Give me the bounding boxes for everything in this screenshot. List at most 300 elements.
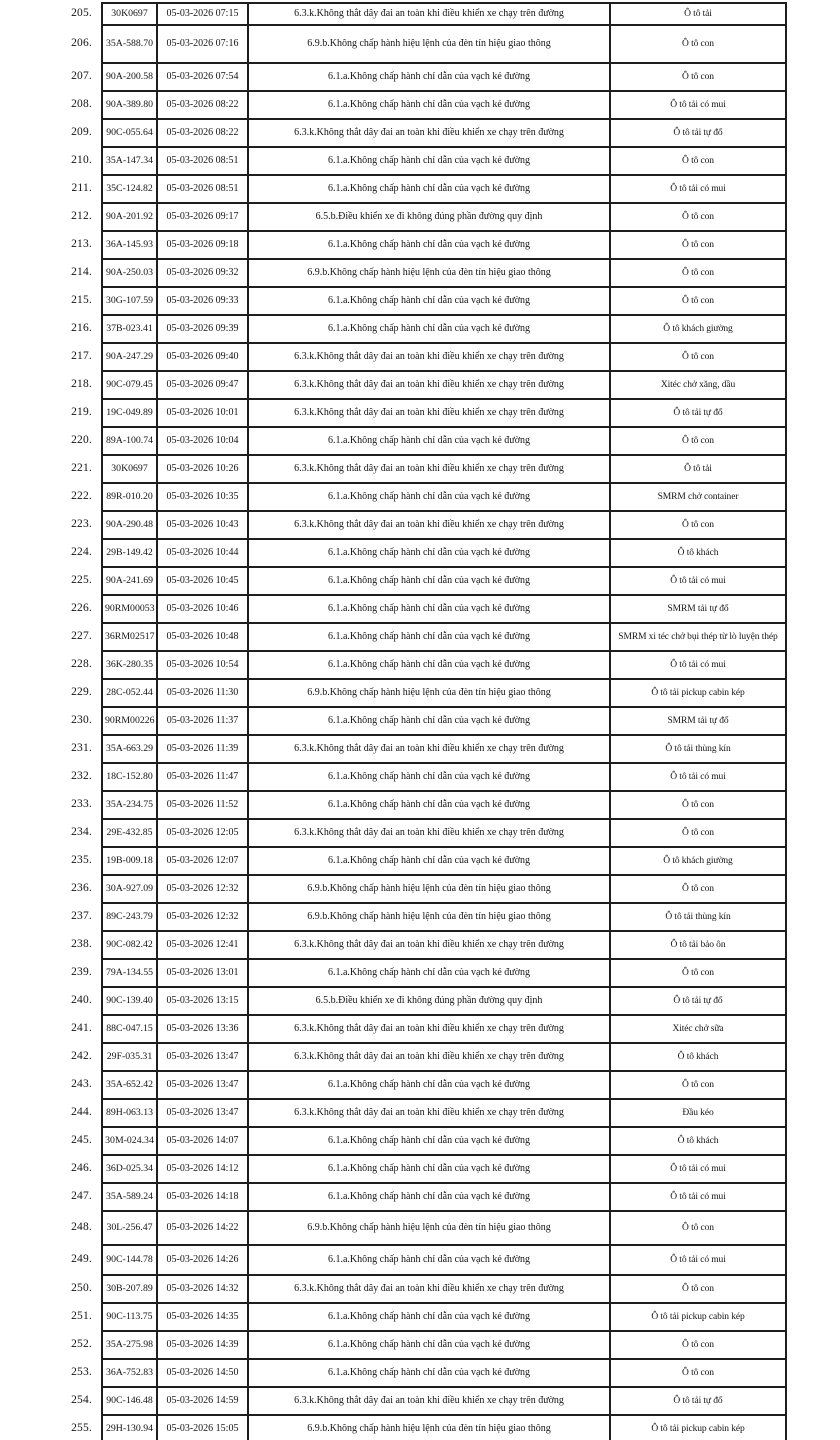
violations-table xyxy=(0,2,787,1440)
license-plate: 90RM00053 xyxy=(102,595,157,623)
license-plate: 90A-290.48 xyxy=(102,511,157,539)
table-row xyxy=(0,399,786,427)
violation-datetime: 05-03-2026 12:41 xyxy=(157,931,248,959)
row-number: 241. xyxy=(71,1022,92,1035)
table-row xyxy=(0,623,786,651)
license-plate: 89C-243.79 xyxy=(102,903,157,931)
row-number: 215. xyxy=(71,294,92,307)
violation-datetime: 05-03-2026 09:39 xyxy=(157,315,248,343)
license-plate: 90C-055.64 xyxy=(102,119,157,147)
row-number: 210. xyxy=(71,154,92,167)
row-number: 211. xyxy=(71,182,92,195)
violation-description: 6.1.a.Không chấp hành chỉ dẫn của vạch kẻ đường xyxy=(248,63,610,91)
table-row xyxy=(0,1303,786,1331)
license-plate: 30G-107.59 xyxy=(102,287,157,315)
violation-datetime: 05-03-2026 09:33 xyxy=(157,287,248,315)
vehicle-type: Ô tô tải có mui xyxy=(610,1245,786,1275)
table-row xyxy=(0,147,786,175)
table-row xyxy=(0,1015,786,1043)
violation-datetime: 05-03-2026 15:05 xyxy=(157,1415,248,1440)
table-row xyxy=(0,25,786,63)
violation-description: 6.1.a.Không chấp hành chỉ dẫn của vạch kẻ đường xyxy=(248,1303,610,1331)
row-number: 244. xyxy=(71,1106,92,1119)
table-row xyxy=(0,483,786,511)
row-number: 223. xyxy=(71,518,92,531)
license-plate: 35C-124.82 xyxy=(102,175,157,203)
vehicle-type: Ô tô con xyxy=(610,231,786,259)
violation-description: 6.1.a.Không chấp hành chỉ dẫn của vạch kẻ đường xyxy=(248,175,610,203)
vehicle-type: Ô tô con xyxy=(610,1211,786,1245)
violation-datetime: 05-03-2026 08:22 xyxy=(157,119,248,147)
row-number: 248. xyxy=(71,1221,92,1234)
violation-description: 6.1.a.Không chấp hành chỉ dẫn của vạch kẻ đường xyxy=(248,623,610,651)
vehicle-type: Ô tô con xyxy=(610,287,786,315)
license-plate: 90A-241.69 xyxy=(102,567,157,595)
vehicle-type: Ô tô tải có mui xyxy=(610,91,786,119)
row-number: 216. xyxy=(71,322,92,335)
table-row xyxy=(0,63,786,91)
table-row xyxy=(0,1099,786,1127)
row-number: 233. xyxy=(71,798,92,811)
violation-description: 6.1.a.Không chấp hành chỉ dẫn của vạch kẻ đường xyxy=(248,707,610,735)
violation-datetime: 05-03-2026 10:43 xyxy=(157,511,248,539)
row-number: 240. xyxy=(71,994,92,1007)
violation-datetime: 05-03-2026 13:47 xyxy=(157,1099,248,1127)
violation-datetime: 05-03-2026 14:35 xyxy=(157,1303,248,1331)
table-row xyxy=(0,595,786,623)
license-plate: 35A-652.42 xyxy=(102,1071,157,1099)
row-number: 250. xyxy=(71,1282,92,1295)
violation-description: 6.9.b.Không chấp hành hiệu lệnh của đèn tín hiệu giao thông xyxy=(248,259,610,287)
violation-datetime: 05-03-2026 12:05 xyxy=(157,819,248,847)
violation-description: 6.3.k.Không thắt dây đai an toàn khi điều khiển xe chạy trên đường xyxy=(248,119,610,147)
violation-datetime: 05-03-2026 10:26 xyxy=(157,455,248,483)
row-number: 237. xyxy=(71,910,92,923)
violation-description: 6.1.a.Không chấp hành chỉ dẫn của vạch kẻ đường xyxy=(248,763,610,791)
vehicle-type: SMRM tải tự đổ xyxy=(610,707,786,735)
vehicle-type: Ô tô tải thùng kín xyxy=(610,735,786,763)
violation-datetime: 05-03-2026 14:12 xyxy=(157,1155,248,1183)
row-number: 217. xyxy=(71,350,92,363)
license-plate: 90A-201.92 xyxy=(102,203,157,231)
violation-description: 6.1.a.Không chấp hành chỉ dẫn của vạch kẻ đường xyxy=(248,147,610,175)
table-row xyxy=(0,1245,786,1275)
vehicle-type: Ô tô tải tự đổ xyxy=(610,399,786,427)
row-number: 242. xyxy=(71,1050,92,1063)
vehicle-type: Ô tô khách giường xyxy=(610,847,786,875)
vehicle-type: Ô tô con xyxy=(610,203,786,231)
violation-description: 6.1.a.Không chấp hành chỉ dẫn của vạch kẻ đường xyxy=(248,1245,610,1275)
table-row xyxy=(0,651,786,679)
violation-datetime: 05-03-2026 07:16 xyxy=(157,25,248,63)
violation-description: 6.3.k.Không thắt dây đai an toàn khi điều khiển xe chạy trên đường xyxy=(248,343,610,371)
violation-datetime: 05-03-2026 08:51 xyxy=(157,147,248,175)
table-row xyxy=(0,1127,786,1155)
violation-description: 6.3.k.Không thắt dây đai an toàn khi điều khiển xe chạy trên đường xyxy=(248,1387,610,1415)
vehicle-type: Ô tô khách xyxy=(610,539,786,567)
violation-description: 6.1.a.Không chấp hành chỉ dẫn của vạch kẻ đường xyxy=(248,1155,610,1183)
license-plate: 30B-207.89 xyxy=(102,1275,157,1303)
row-number: 231. xyxy=(71,742,92,755)
license-plate: 30M-024.34 xyxy=(102,1127,157,1155)
violation-description: 6.3.k.Không thắt dây đai an toàn khi điều khiển xe chạy trên đường xyxy=(248,1015,610,1043)
violation-datetime: 05-03-2026 08:22 xyxy=(157,91,248,119)
vehicle-type: Ô tô tải có mui xyxy=(610,567,786,595)
violation-datetime: 05-03-2026 13:47 xyxy=(157,1043,248,1071)
violation-datetime: 05-03-2026 09:18 xyxy=(157,231,248,259)
violation-datetime: 05-03-2026 07:54 xyxy=(157,63,248,91)
row-number: 251. xyxy=(71,1310,92,1323)
violation-description: 6.1.a.Không chấp hành chỉ dẫn của vạch kẻ đường xyxy=(248,1183,610,1211)
table-row xyxy=(0,1359,786,1387)
table-row xyxy=(0,1071,786,1099)
violation-datetime: 05-03-2026 09:40 xyxy=(157,343,248,371)
violation-description: 6.3.k.Không thắt dây đai an toàn khi điều khiển xe chạy trên đường xyxy=(248,931,610,959)
violation-datetime: 05-03-2026 10:46 xyxy=(157,595,248,623)
table-row xyxy=(0,791,786,819)
violation-description: 6.9.b.Không chấp hành hiệu lệnh của đèn tín hiệu giao thông xyxy=(248,1415,610,1440)
row-number: 219. xyxy=(71,406,92,419)
vehicle-type: Ô tô tải có mui xyxy=(610,1155,786,1183)
license-plate: 90C-082.42 xyxy=(102,931,157,959)
table-row xyxy=(0,371,786,399)
violation-description: 6.3.k.Không thắt dây đai an toàn khi điều khiển xe chạy trên đường xyxy=(248,371,610,399)
row-number: 234. xyxy=(71,826,92,839)
table-row xyxy=(0,175,786,203)
license-plate: 19C-049.89 xyxy=(102,399,157,427)
license-plate: 18C-152.80 xyxy=(102,763,157,791)
row-number: 218. xyxy=(71,378,92,391)
vehicle-type: Xitéc chở xăng, dầu xyxy=(610,371,786,399)
violation-description: 6.3.k.Không thắt dây đai an toàn khi điều khiển xe chạy trên đường xyxy=(248,1043,610,1071)
table-row xyxy=(0,3,786,25)
license-plate: 36K-280.35 xyxy=(102,651,157,679)
violation-datetime: 05-03-2026 14:26 xyxy=(157,1245,248,1275)
table-row xyxy=(0,763,786,791)
violation-datetime: 05-03-2026 10:54 xyxy=(157,651,248,679)
row-number: 249. xyxy=(71,1253,92,1266)
vehicle-type: Ô tô con xyxy=(610,875,786,903)
table-row xyxy=(0,539,786,567)
table-row xyxy=(0,959,786,987)
violation-description: 6.9.b.Không chấp hành hiệu lệnh của đèn tín hiệu giao thông xyxy=(248,903,610,931)
license-plate: 88C-047.15 xyxy=(102,1015,157,1043)
violation-datetime: 05-03-2026 10:04 xyxy=(157,427,248,455)
violation-datetime: 05-03-2026 10:44 xyxy=(157,539,248,567)
violation-description: 6.3.k.Không thắt dây đai an toàn khi điều khiển xe chạy trên đường xyxy=(248,819,610,847)
vehicle-type: Ô tô con xyxy=(610,1359,786,1387)
table-row xyxy=(0,931,786,959)
violation-description: 6.5.b.Điều khiển xe đi không đúng phần đường quy định xyxy=(248,987,610,1015)
license-plate: 36A-145.93 xyxy=(102,231,157,259)
row-number: 239. xyxy=(71,966,92,979)
row-number: 235. xyxy=(71,854,92,867)
license-plate: 90A-247.29 xyxy=(102,343,157,371)
row-number: 253. xyxy=(71,1366,92,1379)
table-row xyxy=(0,1211,786,1245)
table-row xyxy=(0,847,786,875)
violation-datetime: 05-03-2026 14:32 xyxy=(157,1275,248,1303)
row-number: 212. xyxy=(71,210,92,223)
vehicle-type: Ô tô tải có mui xyxy=(610,175,786,203)
violation-datetime: 05-03-2026 12:32 xyxy=(157,903,248,931)
row-number: 222. xyxy=(71,490,92,503)
row-number: 227. xyxy=(71,630,92,643)
violation-description: 6.1.a.Không chấp hành chỉ dẫn của vạch kẻ đường xyxy=(248,315,610,343)
violation-datetime: 05-03-2026 10:48 xyxy=(157,623,248,651)
violation-datetime: 05-03-2026 11:37 xyxy=(157,707,248,735)
table-row xyxy=(0,315,786,343)
license-plate: 79A-134.55 xyxy=(102,959,157,987)
license-plate: 29E-432.85 xyxy=(102,819,157,847)
row-number: 252. xyxy=(71,1338,92,1351)
violation-description: 6.3.k.Không thắt dây đai an toàn khi điều khiển xe chạy trên đường xyxy=(248,455,610,483)
violation-description: 6.3.k.Không thắt dây đai an toàn khi điều khiển xe chạy trên đường xyxy=(248,735,610,763)
row-number: 232. xyxy=(71,770,92,783)
license-plate: 35A-663.29 xyxy=(102,735,157,763)
vehicle-type: Ô tô con xyxy=(610,959,786,987)
vehicle-type: Ô tô tải xyxy=(610,455,786,483)
license-plate: 35A-147.34 xyxy=(102,147,157,175)
table-row xyxy=(0,1387,786,1415)
vehicle-type: Ô tô tải pickup cabin kép xyxy=(610,679,786,707)
violation-datetime: 05-03-2026 09:47 xyxy=(157,371,248,399)
license-plate: 90A-200.58 xyxy=(102,63,157,91)
table-row xyxy=(0,1331,786,1359)
vehicle-type: Ô tô con xyxy=(610,259,786,287)
violation-description: 6.5.b.Điều khiển xe đi không đúng phần đường quy định xyxy=(248,203,610,231)
table-row xyxy=(0,259,786,287)
row-number: 208. xyxy=(71,98,92,111)
row-number: 230. xyxy=(71,714,92,727)
violation-description: 6.9.b.Không chấp hành hiệu lệnh của đèn tín hiệu giao thông xyxy=(248,25,610,63)
violation-datetime: 05-03-2026 14:22 xyxy=(157,1211,248,1245)
violation-description: 6.1.a.Không chấp hành chỉ dẫn của vạch kẻ đường xyxy=(248,427,610,455)
row-number: 255. xyxy=(71,1422,92,1435)
violation-datetime: 05-03-2026 08:51 xyxy=(157,175,248,203)
vehicle-type: Ô tô tải pickup cabin kép xyxy=(610,1415,786,1440)
row-number: 247. xyxy=(71,1190,92,1203)
vehicle-type: SMRM tải tự đổ xyxy=(610,595,786,623)
violation-datetime: 05-03-2026 12:32 xyxy=(157,875,248,903)
vehicle-type: Đầu kéo xyxy=(610,1099,786,1127)
violation-description: 6.3.k.Không thắt dây đai an toàn khi điều khiển xe chạy trên đường xyxy=(248,511,610,539)
violation-datetime: 05-03-2026 13:01 xyxy=(157,959,248,987)
row-number: 213. xyxy=(71,238,92,251)
violation-description: 6.3.k.Không thắt dây đai an toàn khi điều khiển xe chạy trên đường xyxy=(248,3,610,25)
violation-description: 6.1.a.Không chấp hành chỉ dẫn của vạch kẻ đường xyxy=(248,483,610,511)
row-number: 214. xyxy=(71,266,92,279)
table-row xyxy=(0,287,786,315)
vehicle-type: Ô tô con xyxy=(610,511,786,539)
license-plate: 35A-589.24 xyxy=(102,1183,157,1211)
table-row xyxy=(0,875,786,903)
violation-description: 6.9.b.Không chấp hành hiệu lệnh của đèn tín hiệu giao thông xyxy=(248,1211,610,1245)
violation-description: 6.1.a.Không chấp hành chỉ dẫn của vạch kẻ đường xyxy=(248,287,610,315)
license-plate: 37B-023.41 xyxy=(102,315,157,343)
table-row xyxy=(0,707,786,735)
violation-datetime: 05-03-2026 12:07 xyxy=(157,847,248,875)
vehicle-type: Ô tô khách giường xyxy=(610,315,786,343)
row-number: 228. xyxy=(71,658,92,671)
license-plate: 35A-234.75 xyxy=(102,791,157,819)
vehicle-type: SMRM xi téc chở bụi thép từ lò luyện thép xyxy=(610,623,786,651)
row-number: 226. xyxy=(71,602,92,615)
violation-description: 6.1.a.Không chấp hành chỉ dẫn của vạch kẻ đường xyxy=(248,1331,610,1359)
vehicle-type: Ô tô con xyxy=(610,791,786,819)
table-row xyxy=(0,1275,786,1303)
license-plate: 90RM00226 xyxy=(102,707,157,735)
violation-description: 6.1.a.Không chấp hành chỉ dẫn của vạch kẻ đường xyxy=(248,847,610,875)
license-plate: 90C-144.78 xyxy=(102,1245,157,1275)
license-plate: 29H-130.94 xyxy=(102,1415,157,1440)
violation-datetime: 05-03-2026 14:50 xyxy=(157,1359,248,1387)
violation-description: 6.1.a.Không chấp hành chỉ dẫn của vạch kẻ đường xyxy=(248,539,610,567)
table-row xyxy=(0,91,786,119)
vehicle-type: Ô tô tải pickup cabin kép xyxy=(610,1303,786,1331)
violation-description: 6.1.a.Không chấp hành chỉ dẫn của vạch kẻ đường xyxy=(248,651,610,679)
violation-datetime: 05-03-2026 10:45 xyxy=(157,567,248,595)
violation-datetime: 05-03-2026 13:47 xyxy=(157,1071,248,1099)
violation-datetime: 05-03-2026 09:32 xyxy=(157,259,248,287)
license-plate: 36RM02517 xyxy=(102,623,157,651)
violation-datetime: 05-03-2026 11:47 xyxy=(157,763,248,791)
row-number: 205. xyxy=(71,7,92,20)
vehicle-type: Ô tô tải có mui xyxy=(610,651,786,679)
vehicle-type: Ô tô tải tự đổ xyxy=(610,987,786,1015)
table-row xyxy=(0,679,786,707)
violation-datetime: 05-03-2026 11:39 xyxy=(157,735,248,763)
license-plate: 35A-588.70 xyxy=(102,25,157,63)
vehicle-type: Ô tô con xyxy=(610,427,786,455)
violation-description: 6.1.a.Không chấp hành chỉ dẫn của vạch kẻ đường xyxy=(248,567,610,595)
violation-datetime: 05-03-2026 09:17 xyxy=(157,203,248,231)
license-plate: 90A-389.80 xyxy=(102,91,157,119)
violation-datetime: 05-03-2026 07:15 xyxy=(157,3,248,25)
license-plate: 36A-752.83 xyxy=(102,1359,157,1387)
row-number: 246. xyxy=(71,1162,92,1175)
row-number: 206. xyxy=(71,37,92,50)
license-plate: 29F-035.31 xyxy=(102,1043,157,1071)
license-plate: 30L-256.47 xyxy=(102,1211,157,1245)
row-number: 245. xyxy=(71,1134,92,1147)
vehicle-type: Ô tô tải tự đổ xyxy=(610,1387,786,1415)
vehicle-type: Ô tô con xyxy=(610,25,786,63)
license-plate: 90C-079.45 xyxy=(102,371,157,399)
table-row xyxy=(0,203,786,231)
row-number: 221. xyxy=(71,462,92,475)
violation-datetime: 05-03-2026 13:15 xyxy=(157,987,248,1015)
table-row xyxy=(0,987,786,1015)
license-plate: 36D-025.34 xyxy=(102,1155,157,1183)
vehicle-type: Xitéc chở sữa xyxy=(610,1015,786,1043)
violation-description: 6.3.k.Không thắt dây đai an toàn khi điều khiển xe chạy trên đường xyxy=(248,1099,610,1127)
table-row xyxy=(0,231,786,259)
license-plate: 89A-100.74 xyxy=(102,427,157,455)
vehicle-type: Ô tô tải tự đổ xyxy=(610,119,786,147)
table-row xyxy=(0,735,786,763)
vehicle-type: Ô tô khách xyxy=(610,1127,786,1155)
row-number: 236. xyxy=(71,882,92,895)
violation-description: 6.1.a.Không chấp hành chỉ dẫn của vạch kẻ đường xyxy=(248,1127,610,1155)
table-row xyxy=(0,427,786,455)
table-row xyxy=(0,1415,786,1440)
license-plate: 28C-052.44 xyxy=(102,679,157,707)
license-plate: 30A-927.09 xyxy=(102,875,157,903)
vehicle-type: Ô tô tải có mui xyxy=(610,763,786,791)
violation-datetime: 05-03-2026 10:01 xyxy=(157,399,248,427)
vehicle-type: Ô tô tải có mui xyxy=(610,1183,786,1211)
violation-description: 6.1.a.Không chấp hành chỉ dẫn của vạch kẻ đường xyxy=(248,91,610,119)
vehicle-type: Ô tô con xyxy=(610,343,786,371)
violation-description: 6.1.a.Không chấp hành chỉ dẫn của vạch kẻ đường xyxy=(248,595,610,623)
violation-datetime: 05-03-2026 11:52 xyxy=(157,791,248,819)
table-row xyxy=(0,903,786,931)
license-plate: 90C-139.40 xyxy=(102,987,157,1015)
vehicle-type: Ô tô con xyxy=(610,819,786,847)
violation-datetime: 05-03-2026 14:18 xyxy=(157,1183,248,1211)
violation-description: 6.1.a.Không chấp hành chỉ dẫn của vạch kẻ đường xyxy=(248,231,610,259)
violation-description: 6.1.a.Không chấp hành chỉ dẫn của vạch kẻ đường xyxy=(248,791,610,819)
table-row xyxy=(0,567,786,595)
row-number: 254. xyxy=(71,1394,92,1407)
violation-description: 6.3.k.Không thắt dây đai an toàn khi điều khiển xe chạy trên đường xyxy=(248,1275,610,1303)
row-number: 229. xyxy=(71,686,92,699)
violation-description: 6.1.a.Không chấp hành chỉ dẫn của vạch kẻ đường xyxy=(248,1359,610,1387)
vehicle-type: Ô tô con xyxy=(610,1331,786,1359)
table-row xyxy=(0,343,786,371)
violation-description: 6.1.a.Không chấp hành chỉ dẫn của vạch kẻ đường xyxy=(248,1071,610,1099)
table-row xyxy=(0,819,786,847)
table-row xyxy=(0,119,786,147)
row-number: 224. xyxy=(71,546,92,559)
vehicle-type: Ô tô khách xyxy=(610,1043,786,1071)
vehicle-type: Ô tô tải thùng kín xyxy=(610,903,786,931)
vehicle-type: Ô tô con xyxy=(610,147,786,175)
vehicle-type: SMRM chở container xyxy=(610,483,786,511)
violation-datetime: 05-03-2026 14:59 xyxy=(157,1387,248,1415)
violation-description: 6.9.b.Không chấp hành hiệu lệnh của đèn tín hiệu giao thông xyxy=(248,875,610,903)
row-number: 209. xyxy=(71,126,92,139)
table-row xyxy=(0,1155,786,1183)
license-plate: 29B-149.42 xyxy=(102,539,157,567)
violation-description: 6.1.a.Không chấp hành chỉ dẫn của vạch kẻ đường xyxy=(248,959,610,987)
vehicle-type: Ô tô tải xyxy=(610,3,786,25)
violations-table-body xyxy=(0,3,786,1440)
license-plate: 90C-113.75 xyxy=(102,1303,157,1331)
vehicle-type: Ô tô con xyxy=(610,63,786,91)
vehicle-type: Ô tô tải bảo ôn xyxy=(610,931,786,959)
license-plate: 35A-275.98 xyxy=(102,1331,157,1359)
license-plate: 30K0697 xyxy=(102,455,157,483)
row-number: 243. xyxy=(71,1078,92,1091)
license-plate: 89H-063.13 xyxy=(102,1099,157,1127)
violation-description: 6.3.k.Không thắt dây đai an toàn khi điều khiển xe chạy trên đường xyxy=(248,399,610,427)
violation-datetime: 05-03-2026 14:07 xyxy=(157,1127,248,1155)
license-plate: 90C-146.48 xyxy=(102,1387,157,1415)
row-number: 207. xyxy=(71,70,92,83)
row-number: 238. xyxy=(71,938,92,951)
violation-datetime: 05-03-2026 10:35 xyxy=(157,483,248,511)
row-number: 220. xyxy=(71,434,92,447)
table-row xyxy=(0,455,786,483)
violation-datetime: 05-03-2026 13:36 xyxy=(157,1015,248,1043)
vehicle-type: Ô tô con xyxy=(610,1275,786,1303)
row-number: 225. xyxy=(71,574,92,587)
table-row xyxy=(0,1183,786,1211)
license-plate: 90A-250.03 xyxy=(102,259,157,287)
violation-datetime: 05-03-2026 14:39 xyxy=(157,1331,248,1359)
